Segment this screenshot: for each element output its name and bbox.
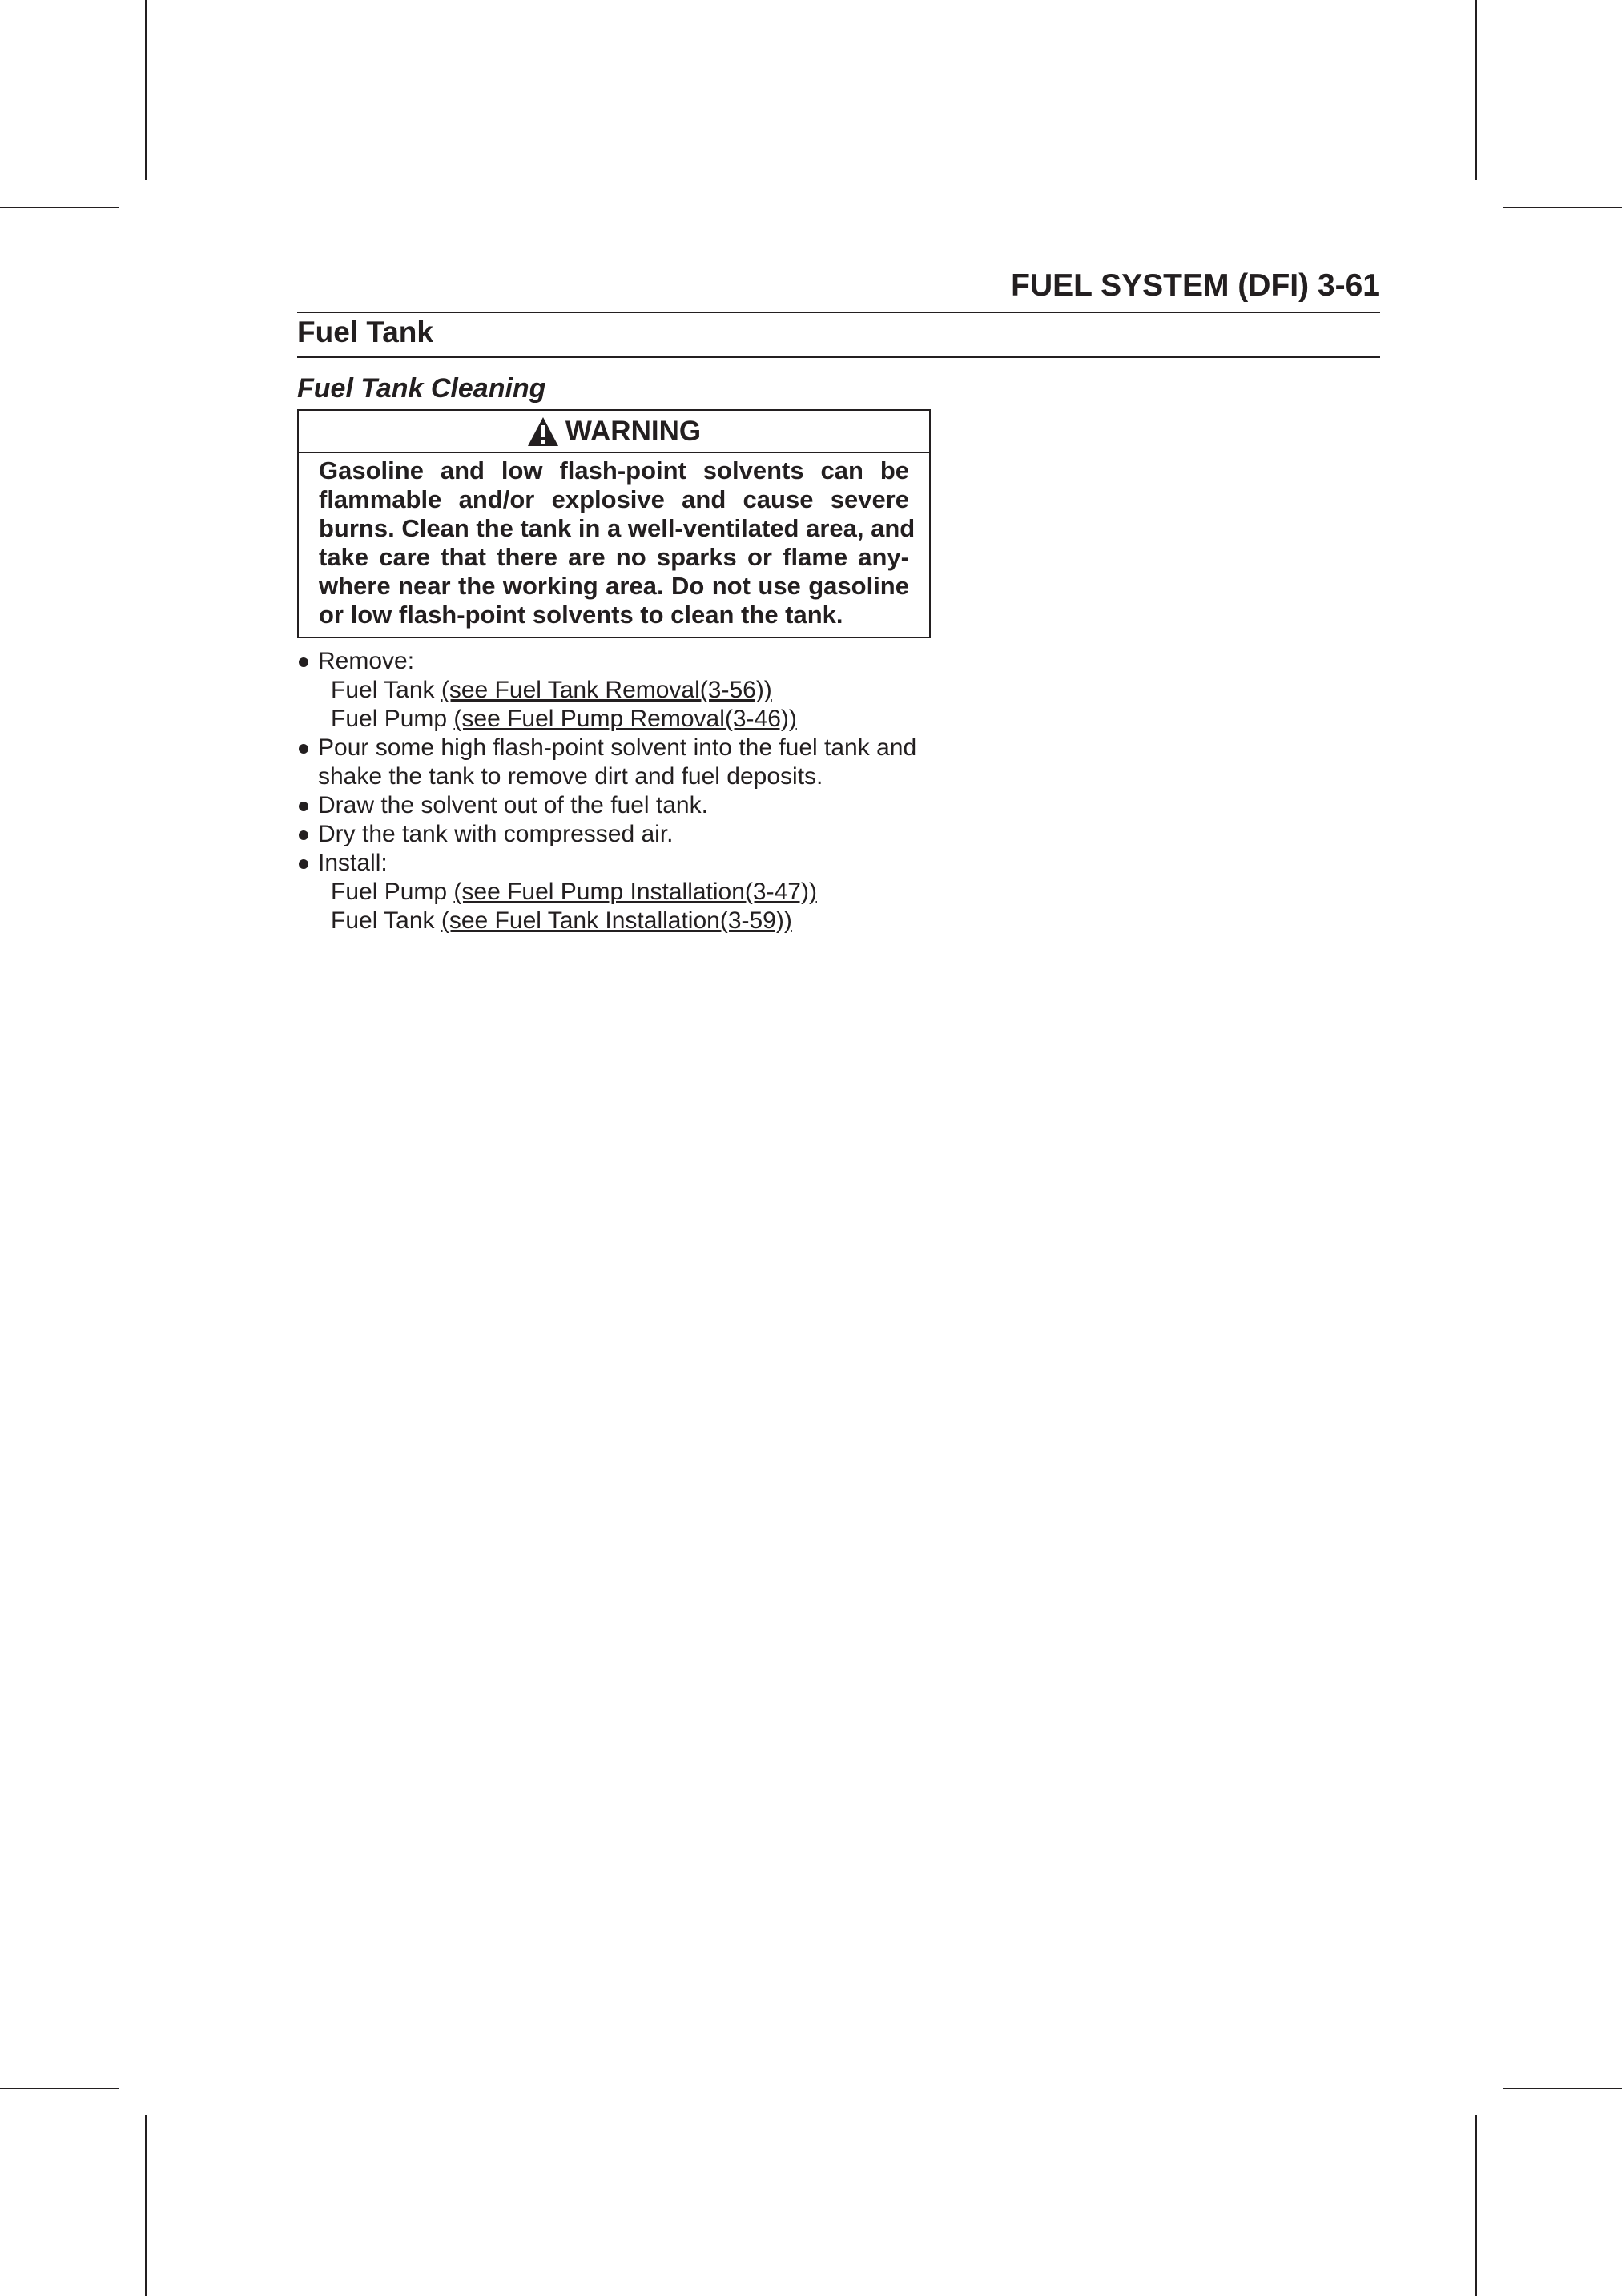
running-header: FUEL SYSTEM (DFI) 3-61 — [1011, 268, 1380, 303]
procedure-steps — [297, 647, 954, 935]
reference-link-fuel-pump-installation[interactable]: (see Fuel Pump Installation(3-47)) — [453, 879, 817, 905]
warning-line: where near the working area. Do not use gasoline — [319, 572, 909, 600]
warning-box — [297, 409, 931, 638]
bullet-icon — [299, 802, 308, 811]
crop-mark-top-left-vertical — [145, 0, 147, 180]
part-name: Fuel Tank — [331, 907, 441, 934]
step-text: shake the tank to remove dirt and fuel deposits. — [318, 763, 823, 790]
reference-link-fuel-pump-removal[interactable]: (see Fuel Pump Removal(3-46)) — [453, 706, 797, 732]
step-install — [297, 849, 954, 878]
step-label: Remove: — [318, 648, 415, 674]
crop-mark-bottom-right-horizontal — [1503, 2088, 1622, 2089]
remove-item-fuel-tank — [297, 676, 954, 705]
warning-text — [299, 453, 929, 629]
part-name: Fuel Pump — [331, 706, 454, 732]
subsection-title: Fuel Tank Cleaning — [297, 373, 546, 404]
warning-title: WARNING — [565, 415, 702, 447]
section-rule — [297, 356, 1380, 358]
step-text: Pour some high flash-point solvent into the fuel tank and — [318, 734, 917, 761]
step-remove — [297, 647, 954, 676]
part-name: Fuel Tank — [331, 677, 441, 703]
install-item-fuel-pump — [297, 878, 954, 907]
warning-line: or low flash-point solvents to clean the tank. — [319, 601, 843, 629]
part-name: Fuel Pump — [331, 879, 454, 905]
bullet-icon — [299, 830, 308, 840]
step-text: Dry the tank with compressed air. — [318, 821, 674, 847]
reference-link-fuel-tank-removal[interactable]: (see Fuel Tank Removal(3-56)) — [441, 677, 772, 703]
crop-mark-top-right-horizontal — [1503, 207, 1622, 208]
step-draw-solvent — [297, 791, 954, 820]
warning-header — [299, 411, 929, 453]
crop-mark-top-right-vertical — [1475, 0, 1477, 180]
warning-line: take care that there are no sparks or flame any- — [319, 543, 909, 571]
header-rule — [297, 312, 1380, 313]
warning-line: flammable and/or explosive and cause severe — [319, 485, 909, 513]
crop-mark-bottom-left-vertical — [145, 2115, 147, 2296]
step-pour-solvent — [297, 734, 954, 791]
warning-triangle-icon — [527, 416, 559, 447]
warning-line: burns. Clean the tank in a well-ventilated area, and — [319, 514, 916, 542]
bullet-icon — [299, 859, 308, 869]
warning-line: Gasoline and low flash-point solvents can be — [319, 456, 909, 485]
section-title: Fuel Tank — [297, 316, 433, 348]
crop-mark-bottom-right-vertical — [1475, 2115, 1477, 2296]
bullet-icon — [299, 657, 308, 667]
crop-mark-bottom-left-horizontal — [0, 2088, 119, 2089]
install-item-fuel-tank — [297, 907, 954, 935]
bullet-icon — [299, 744, 308, 754]
crop-mark-top-left-horizontal — [0, 207, 119, 208]
step-label: Install: — [318, 850, 388, 876]
reference-link-fuel-tank-installation[interactable]: (see Fuel Tank Installation(3-59)) — [441, 907, 792, 934]
step-dry-tank — [297, 820, 954, 849]
step-text: Draw the solvent out of the fuel tank. — [318, 792, 708, 818]
remove-item-fuel-pump — [297, 705, 954, 734]
